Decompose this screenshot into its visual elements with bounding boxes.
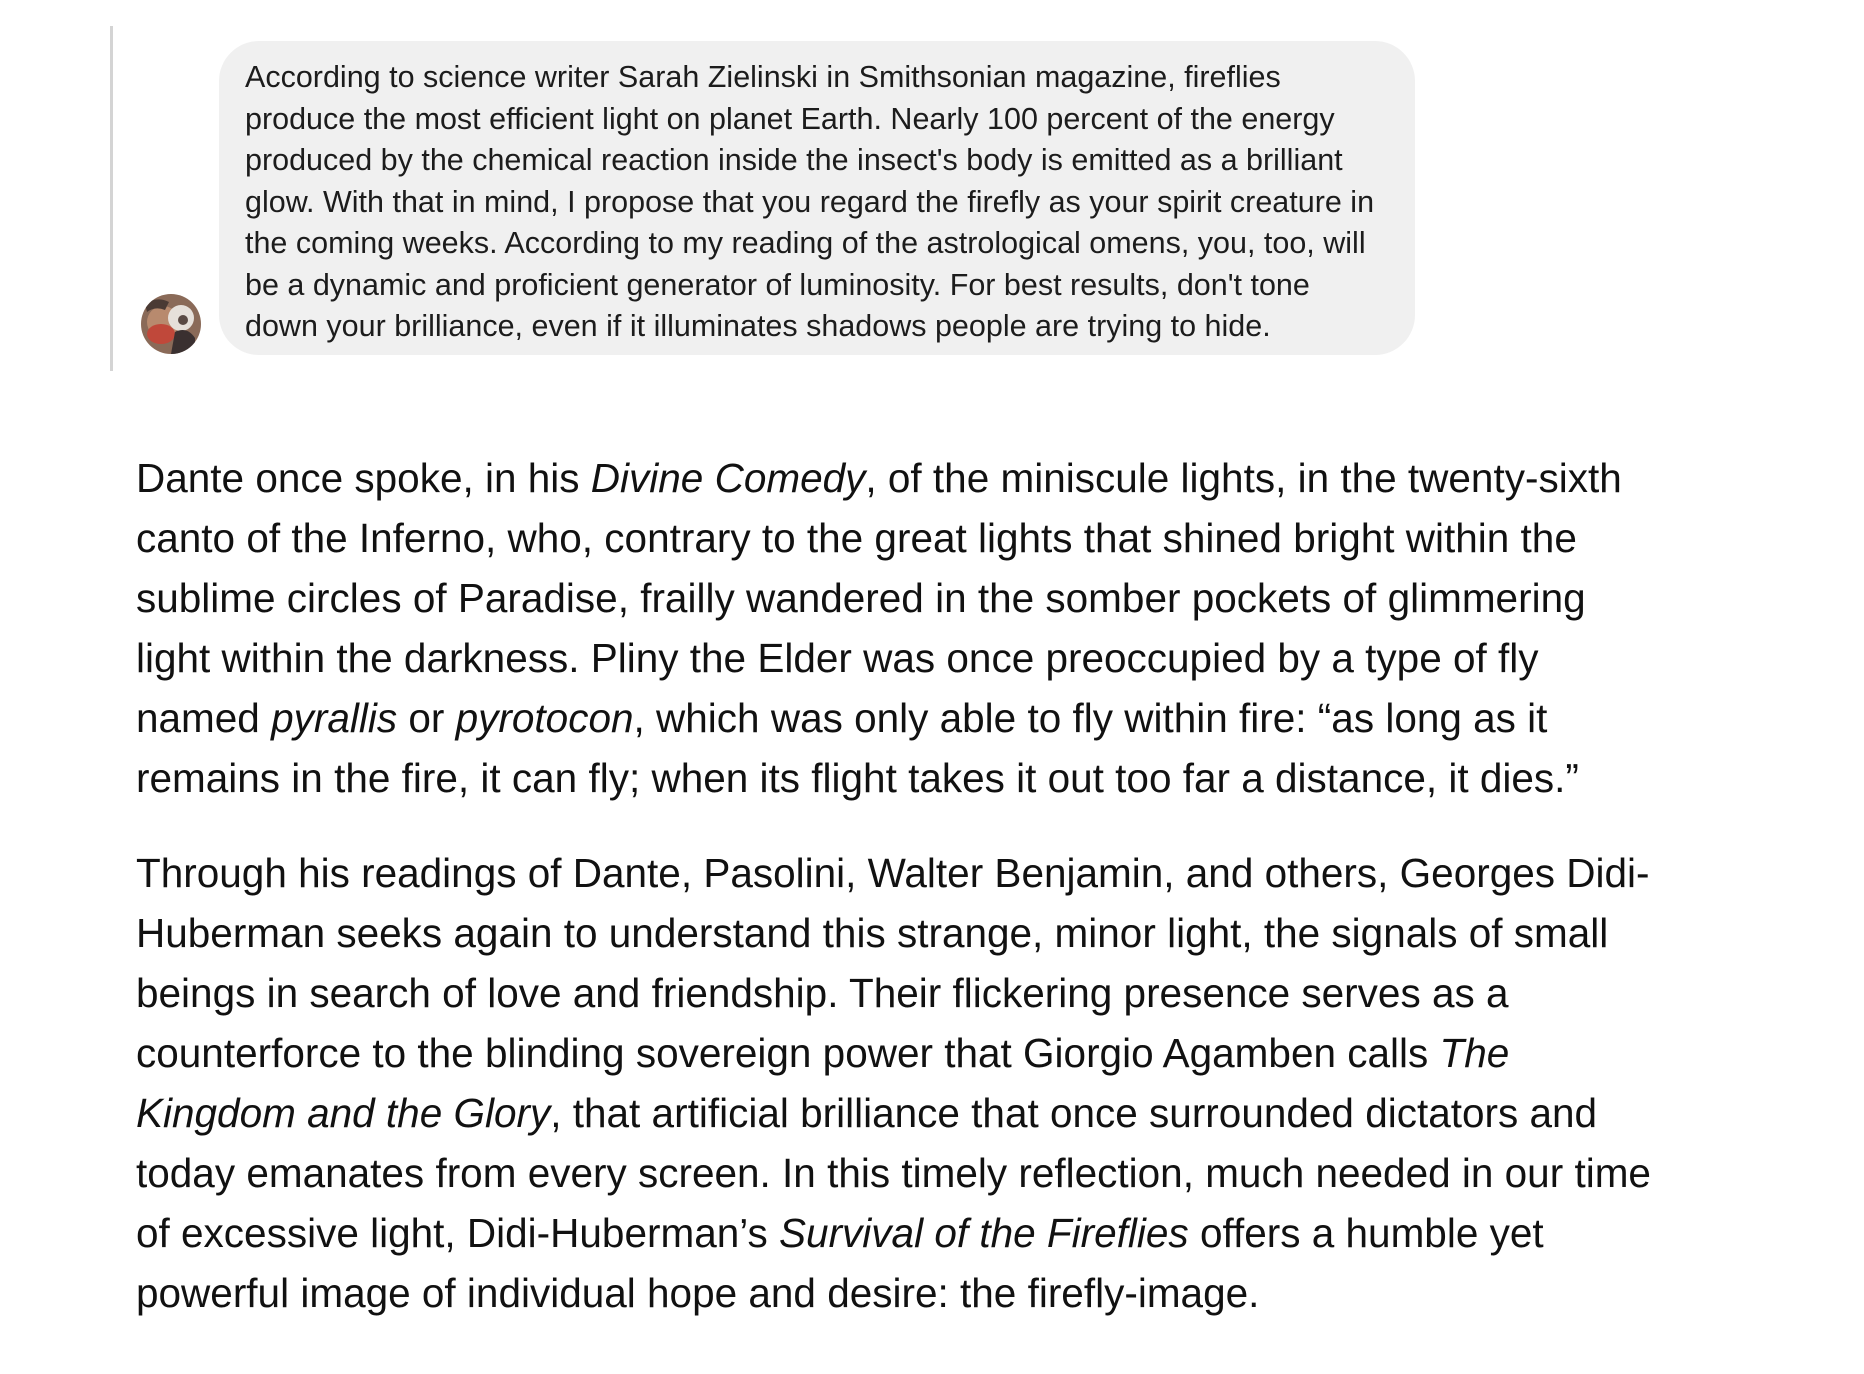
- message-bubble: [219, 41, 1415, 355]
- paragraph-line: canto of the Inferno, who, contrary to the great lights that shined bright within the: [136, 515, 1577, 561]
- message-line: produce the most efficient light on planet Earth. Nearly 100 percent of the energy: [245, 101, 1335, 136]
- book-title: Kingdom and the Glory: [136, 1090, 551, 1136]
- paragraph-line: [136, 448, 1796, 508]
- text-run: named: [136, 695, 272, 741]
- paragraph-line: sublime circles of Paradise, frailly wandered in the somber pockets of glimmering: [136, 575, 1586, 621]
- user-avatar-photo-icon: [141, 294, 201, 354]
- text-run: Dante once spoke, in his: [136, 455, 591, 501]
- paragraph-line: light within the darkness. Pliny the Elder was once preoccupied by a type of fly: [136, 635, 1539, 681]
- paragraph-line: Through his readings of Dante, Pasolini, Walter Benjamin, and others, Georges Didi-: [136, 850, 1650, 896]
- message-line: down your brilliance, even if it illuminates shadows people are trying to hide.: [245, 309, 1271, 343]
- text-run: or: [397, 695, 456, 741]
- paragraph-line: [136, 1023, 1796, 1083]
- message-line: the coming weeks. According to my reading of the astrological omens, you, too, will: [245, 226, 1366, 260]
- paragraph-line: powerful image of individual hope and desire: the firefly-image.: [136, 1270, 1260, 1316]
- paragraph-line: Huberman seeks again to understand this strange, minor light, the signals of small: [136, 910, 1609, 956]
- text-run: of excessive light, Didi-Huberman’s: [136, 1210, 780, 1256]
- book-title: Divine Comedy: [590, 455, 866, 501]
- message-line: produced by the chemical reaction inside the insect's body is emitted as a brilliant: [245, 143, 1343, 177]
- text-run: , of the miniscule lights, in the twenty-sixth: [865, 455, 1622, 501]
- paragraph-line: today emanates from every screen. In this timely reflection, much needed in our time: [136, 1150, 1651, 1196]
- paragraph-line: [136, 1203, 1796, 1263]
- species-name: pyrotocon: [455, 695, 634, 741]
- book-title: The: [1439, 1030, 1510, 1076]
- paragraph-line: [136, 1083, 1796, 1143]
- message-line: glow. With that in mind, I propose that you regard the firefly as your spirit creature in: [245, 184, 1375, 219]
- paragraph-line: beings in search of love and friendship. Their flickering presence serves as a: [136, 970, 1509, 1016]
- message-line: be a dynamic and proficient generator of luminosity. For best results, don't tone: [245, 267, 1310, 302]
- paragraph-line: remains in the fire, it can fly; when its flight takes it out too far a distance, it dies.”: [136, 755, 1579, 801]
- article-paragraph-2: [136, 843, 1796, 1323]
- quoted-message: [110, 26, 1573, 371]
- text-run: , which was only able to fly within fire: “as long as it: [633, 695, 1548, 741]
- book-title: Survival of the Fireflies: [779, 1210, 1189, 1256]
- avatar[interactable]: [141, 294, 201, 354]
- species-name: pyrallis: [271, 695, 398, 741]
- text-run: offers a humble yet: [1188, 1210, 1544, 1256]
- paragraph-line: [136, 688, 1796, 748]
- text-run: , that artificial brilliance that once surrounded dictators and: [550, 1090, 1598, 1136]
- text-run: counterforce to the blinding sovereign power that Giorgio Agamben calls: [136, 1030, 1440, 1076]
- article-paragraph-1: [136, 448, 1796, 808]
- message-line: According to science writer Sarah Zielinski in Smithsonian magazine, fireflies: [245, 60, 1281, 94]
